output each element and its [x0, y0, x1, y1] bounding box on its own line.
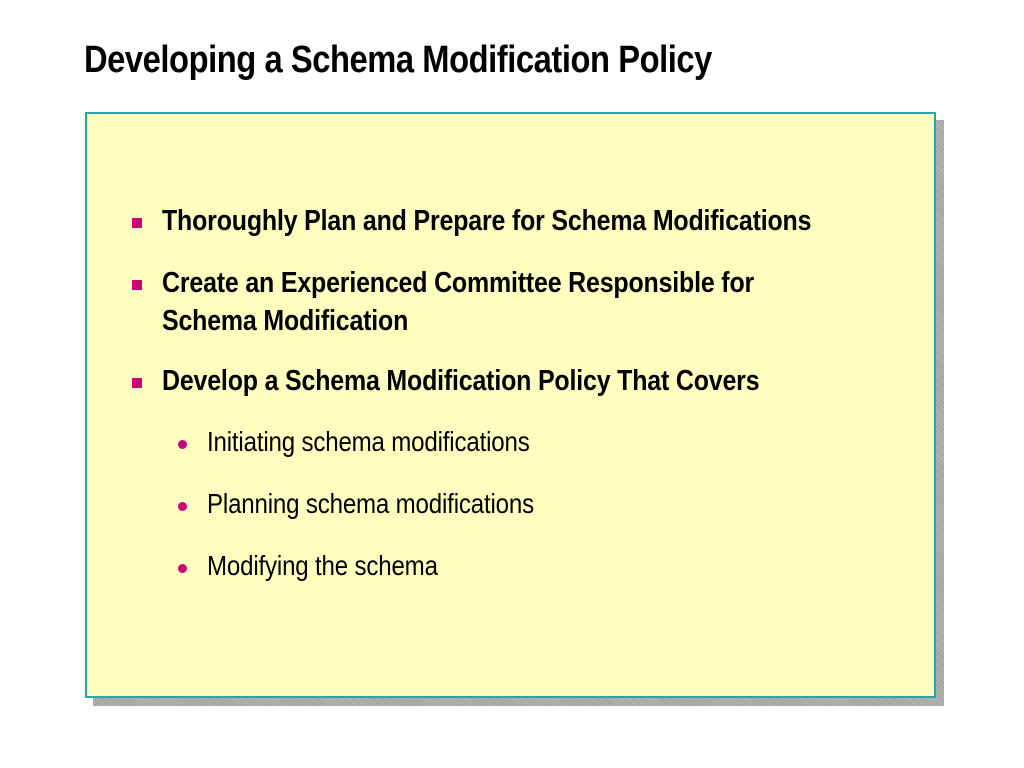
slide-title: Developing a Schema Modification Policy: [84, 39, 712, 81]
bullet-list: [87, 114, 934, 696]
sub-bullet-item-1: Initiating schema modifications: [207, 426, 530, 457]
content-panel: [85, 112, 936, 698]
bullet-item-3: Develop a Schema Modification Policy That Covers: [162, 365, 760, 397]
bullet-item-2-line-2: Schema Modification: [162, 305, 409, 337]
bullet-item-2-line-1: Create an Experienced Committee Responsible for: [162, 267, 755, 299]
sub-bullet-item-3: Modifying the schema: [207, 550, 438, 581]
square-bullet-icon: [132, 280, 142, 290]
bullet-item-1: Thoroughly Plan and Prepare for Schema Modifications: [162, 205, 812, 237]
round-bullet-icon: [178, 502, 187, 511]
sub-bullet-item-2: Planning schema modifications: [207, 488, 534, 519]
square-bullet-icon: [132, 378, 142, 388]
round-bullet-icon: [178, 564, 187, 573]
square-bullet-icon: [132, 218, 142, 228]
round-bullet-icon: [178, 440, 187, 449]
